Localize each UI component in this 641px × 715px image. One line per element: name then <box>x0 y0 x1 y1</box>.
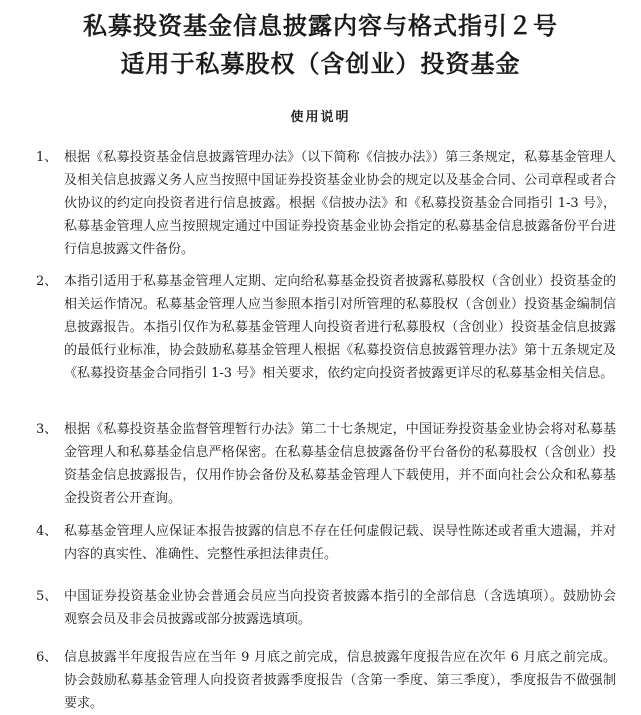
instruction-item-1 <box>36 146 616 261</box>
item-text: 中国证券投资基金业协会普通会员应当向投资者披露本指引的全部信息（含选填项）。鼓励协会观察会员及非会员披露或部分披露选填项。 <box>64 589 616 627</box>
item-number: 6、 <box>36 650 58 665</box>
instruction-item-3 <box>36 418 616 510</box>
item-text: 本指引适用于私募基金管理人定期、定向给私募基金投资者披露私募股权（含创业）投资基金的相关运作情况。私募基金管理人应当参照本指引对所管理的私募股权（含创业）投资基金编制信息披露报告。本指引仅作为私募基金管理人向投资者进行私募股权（含创业）投资基金信息披露的最低行业标准，协会鼓励私募基金管理人根据《私募投资信息披露管理办法》第十五条规定及《私募投资基金合同指引 1-3 号》相关要求，依约定向投资者披露更详尽的私募基金相关信息。 <box>64 274 616 381</box>
item-number: 4、 <box>36 524 58 539</box>
instruction-item-2 <box>36 270 616 385</box>
item-number: 3、 <box>36 422 58 437</box>
section-heading: 使用说明 <box>290 110 351 125</box>
item-number: 1、 <box>36 150 58 165</box>
document-title-line1: 私募投资基金信息披露内容与格式指引２号 <box>83 12 558 40</box>
instruction-item-4 <box>36 520 616 566</box>
instruction-item-5 <box>36 585 616 631</box>
item-text: 根据《私募投资基金信息披露管理办法》（以下简称《信披办法》）第三条规定，私募基金管理人及相关信息披露义务人应当按照中国证券投资基金业协会的规定以及基金合同、公司章程或者合伙协议的约定向投资者进行信息披露。根据《信披办法》和《私募投资基金合同指引 1-3 号》，私募基金管理人应当按照规定通过中国证券投资基金业协会指定的私募基金信息披露备份平台进行信息披露文件备份。 <box>64 150 616 257</box>
item-text: 根据《私募投资基金监督管理暂行办法》第二十七条规定，中国证券投资基金业协会将对私募基金管理人和私募基金信息严格保密。在私募基金信息披露备份平台备份的私募股权（含创业）投资基金信息披露报告，仅用作协会备份及私募基金管理人下载使用，并不面向社会公众和私募基金投资者公开查询。 <box>64 422 616 506</box>
item-number: 2、 <box>36 274 58 289</box>
item-number: 5、 <box>36 589 58 604</box>
item-text: 私募基金管理人应保证本报告披露的信息不存在任何虚假记载、误导性陈述或者重大遗漏，并对内容的真实性、准确性、完整性承担法律责任。 <box>64 524 616 562</box>
item-text: 信息披露半年度报告应在当年 9 月底之前完成，信息披露年度报告应在次年 6 月底之前完成。协会鼓励私募基金管理人向投资者披露季度报告（含第一季度、第三季度），季度报告不做强制要求。 <box>64 650 616 711</box>
instruction-item-6 <box>36 646 616 715</box>
document-title-line2: 适用于私募股权（含创业）投资基金 <box>120 50 521 78</box>
